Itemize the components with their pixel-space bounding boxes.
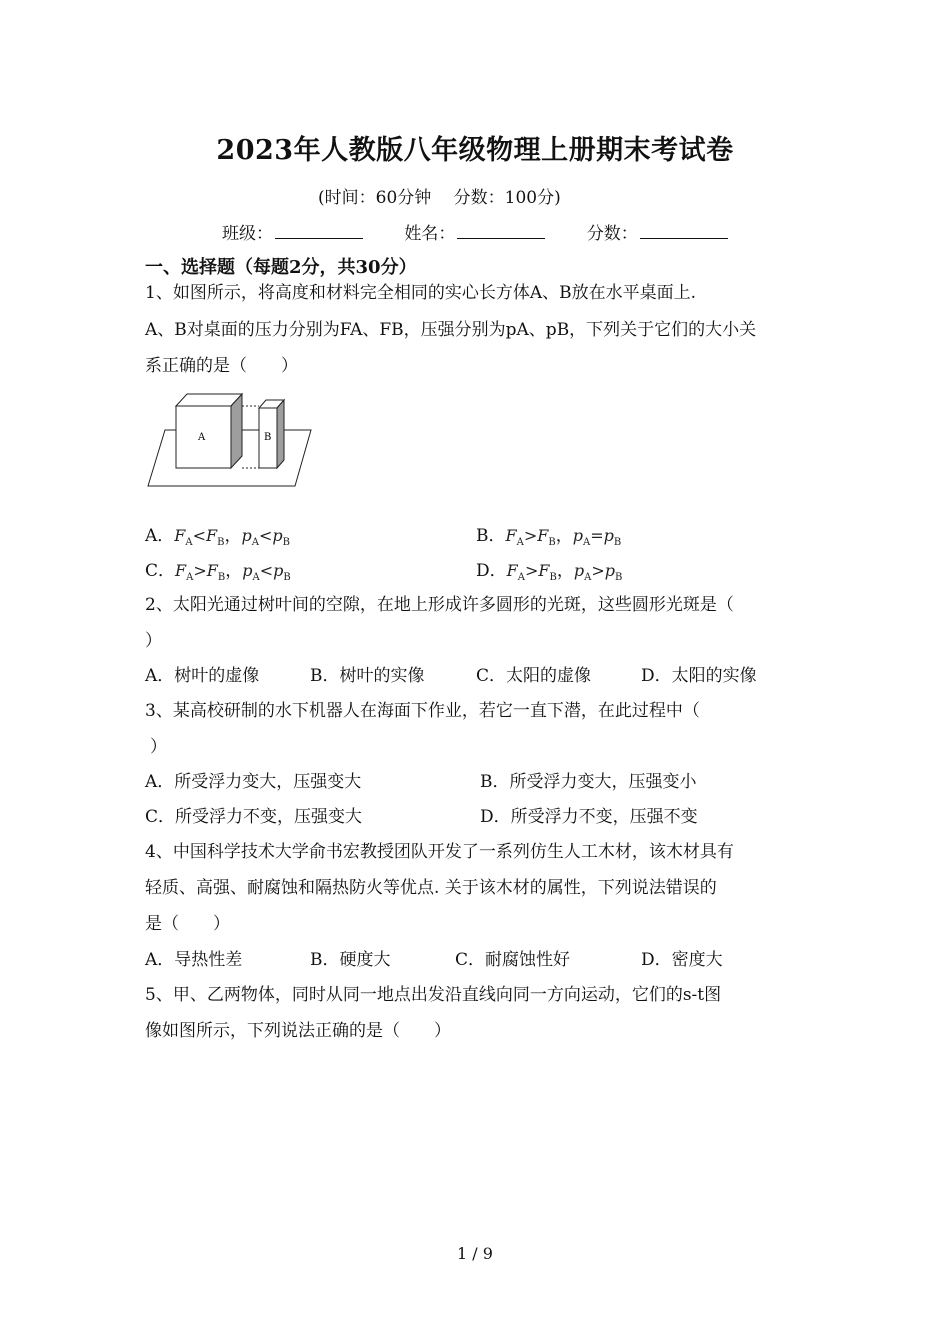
q2-option-c[interactable]: C．太阳的虚像: [476, 666, 592, 686]
q5-text-line1: 5、甲、乙两物体，同时从同一地点出发沿直线向同一方向运动，它们的s-t图: [145, 985, 722, 1005]
q1-option-c[interactable]: C．$F_A>F_B$，$p_A<p_B$: [145, 561, 291, 584]
q4-option-a[interactable]: A．导热性差: [145, 950, 243, 970]
q2-text-line1: 2、太阳光通过树叶间的空隙，在地上形成许多圆形的光斑，这些圆形光斑是（: [145, 595, 734, 615]
exam-meta: (时间：60分钟 分数：100分): [318, 188, 561, 208]
block-a-label: A: [198, 432, 206, 443]
q1-text-line3: 系正确的是（ ）: [145, 356, 298, 376]
q5-text-line2: 像如图所示，下列说法正确的是（ ）: [145, 1021, 451, 1041]
q3-option-d[interactable]: D．所受浮力不变，压强不变: [480, 807, 698, 827]
q4-text-line3: 是（ ）: [145, 914, 230, 934]
q1-text-line1: 1、如图所示，将高度和材料完全相同的实心长方体A、B放在水平桌面上.: [145, 283, 696, 303]
q3-text-line2: ）: [150, 737, 167, 757]
q4-text-line1: 4、中国科学技术大学俞书宏教授团队开发了一系列仿生人工木材，该木材具有: [145, 842, 734, 862]
class-field: [222, 224, 363, 244]
q2-option-b[interactable]: B．树叶的实像: [310, 666, 425, 686]
block-b-label: B: [264, 432, 272, 443]
class-label: 班级：: [222, 224, 273, 244]
q1-option-d[interactable]: D．$F_A>F_B$，$p_A>p_B$: [476, 561, 623, 584]
q1-text-line2: A、B对桌面的压力分别为FA、FB，压强分别为pA、pB，下列关于它们的大小关: [145, 320, 757, 340]
name-field: [404, 224, 545, 244]
q4-option-c[interactable]: C．耐腐蚀性好: [455, 950, 571, 970]
name-blank[interactable]: [457, 224, 545, 239]
page-title: 2023年人教版八年级物理上册期末考试卷: [216, 135, 734, 166]
block-a-side: [231, 394, 242, 468]
q3-option-b[interactable]: B．所受浮力变大，压强变小: [480, 772, 697, 792]
q1-figure: [145, 388, 315, 490]
q4-text-line2: 轻质、高强、耐腐蚀和隔热防火等优点. 关于该木材的属性，下列说法错误的: [145, 878, 717, 898]
q1-option-a[interactable]: A．$F_A<F_B$，$p_A<p_B$: [145, 526, 290, 549]
class-blank[interactable]: [275, 224, 363, 239]
q3-text-line1: 3、某高校研制的水下机器人在海面下作业，若它一直下潜，在此过程中（: [145, 701, 700, 721]
q3-option-c[interactable]: C．所受浮力不变，压强变大: [145, 807, 363, 827]
score-blank[interactable]: [640, 224, 728, 239]
score-field: [587, 224, 728, 244]
page-number: 1 / 9: [457, 1244, 493, 1263]
q2-option-d[interactable]: D．太阳的实像: [641, 666, 757, 686]
section-heading: 一、选择题（每题2分，共30分）: [145, 257, 417, 278]
q2-option-a[interactable]: A．树叶的虚像: [145, 666, 260, 686]
block-b-side: [277, 400, 284, 468]
q4-option-b[interactable]: B．硬度大: [310, 950, 391, 970]
q4-option-d[interactable]: D．密度大: [641, 950, 723, 970]
q3-option-a[interactable]: A．所受浮力变大，压强变大: [145, 772, 362, 792]
student-info-row: [222, 224, 728, 244]
score-label: 分数：: [586, 224, 638, 244]
q1-option-b[interactable]: B．$F_A>F_B$，$p_A=p_B$: [476, 526, 622, 549]
name-label: 姓名：: [404, 224, 456, 244]
q2-text-line2: ）: [145, 631, 162, 651]
